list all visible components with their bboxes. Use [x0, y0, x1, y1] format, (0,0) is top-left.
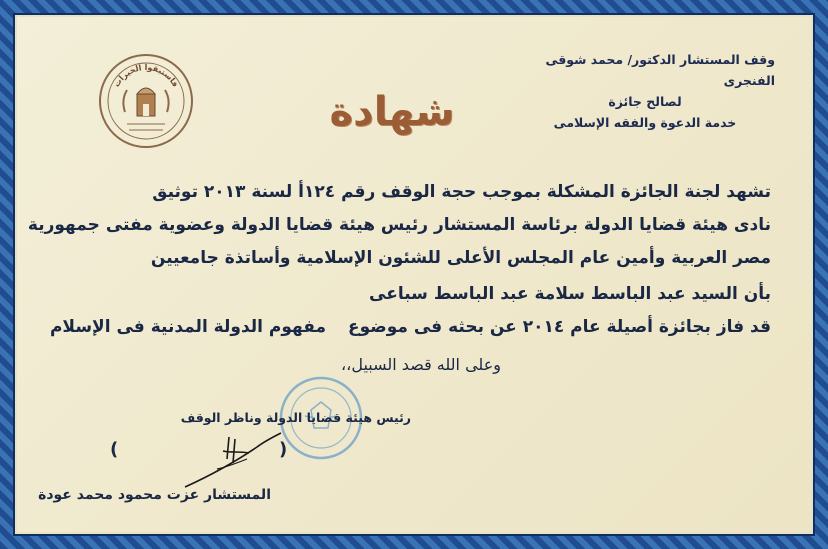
- signature-paren-close: ): [110, 439, 119, 460]
- organization-line-1: وقف المستشار الدكتور/ محمد شوقى الفنجرى: [545, 52, 775, 88]
- signature-paren-open: (: [279, 439, 288, 460]
- certificate-title: شهادة: [329, 89, 455, 135]
- body-line-3: مصر العربية وأمين عام المجلس الأعلى للشئون الإسلامية وأساتذة جامعيين: [150, 248, 771, 268]
- body-line-1: تشهد لجنة الجائزة المشكلة بموجب حجة الوقف رقم ١٢٤أ لسنة ٢٠١٣ توثيق: [152, 182, 771, 202]
- research-topic: مفهوم الدولة المدنية فى الإسلام: [49, 317, 326, 337]
- signer-title: رئيس هيئة قضايا الدولة وناظر الوقف: [180, 410, 411, 425]
- award-line: قد فاز بجائزة أصيلة عام ٢٠١٤ عن بحثه فى موضوع: [348, 317, 771, 337]
- body-line-2: نادى هيئة قضايا الدولة برئاسة المستشار رئيس هيئة قضايا الدولة وعضوية مفتى جمهورية: [27, 215, 771, 235]
- organization-line-3: خدمة الدعوة والفقه الإسلامى: [553, 115, 737, 130]
- organization-header: [515, 49, 775, 133]
- logo-motto: فاستبقوا الخيرات: [111, 62, 181, 89]
- closing-phrase: وعلى الله قصد السبيل،،: [341, 355, 501, 374]
- signer-name: المستشار عزت محمود محمد عودة: [38, 487, 271, 503]
- svg-text:فاستبقوا الخيرات: [112, 63, 180, 89]
- award-logo-icon: [97, 52, 195, 150]
- certificate-paper: [17, 17, 811, 532]
- organization-line-2: لصالح جائزة: [608, 94, 682, 109]
- recipient-line: بأن السيد عبد الباسط سلامة عبد الباسط سباعى: [369, 284, 771, 304]
